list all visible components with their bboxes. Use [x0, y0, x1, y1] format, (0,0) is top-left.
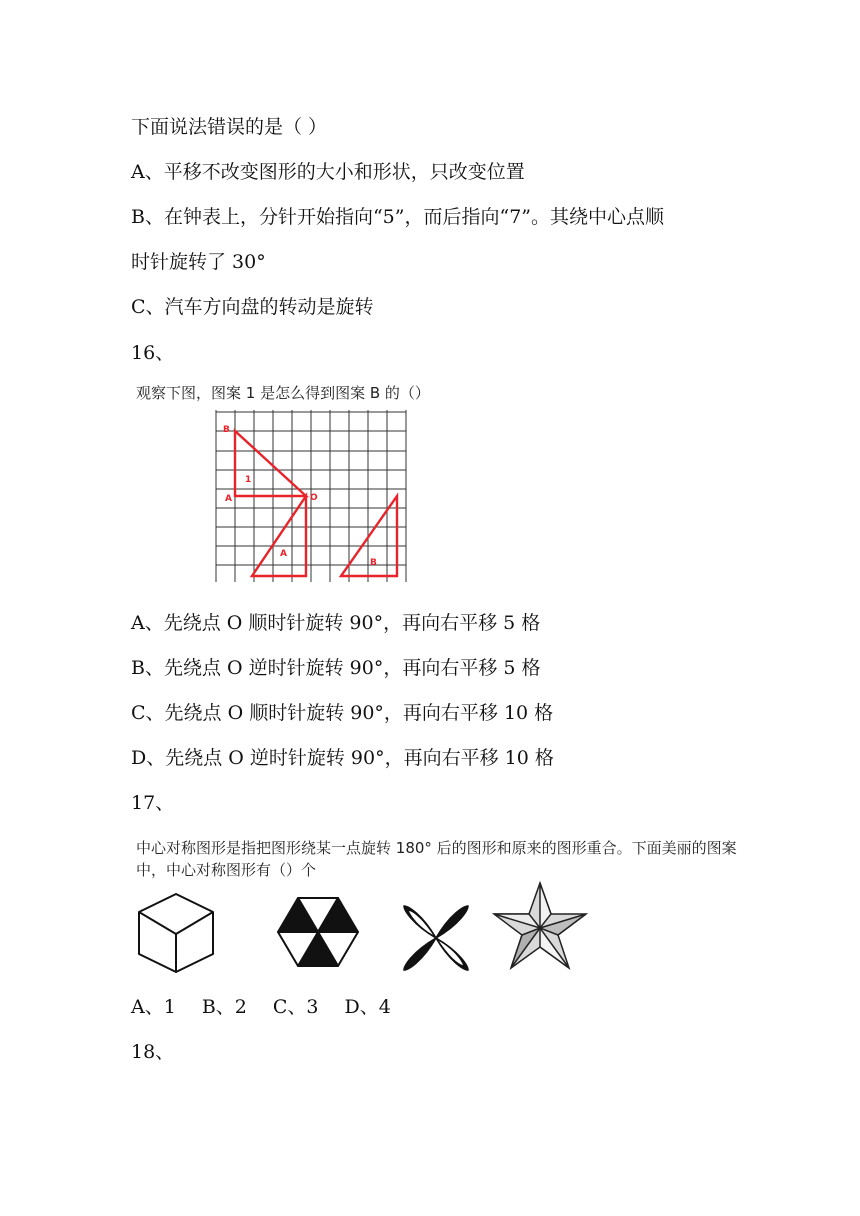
q15-option-c: C、汽车方向盘的转动是旋转 — [131, 296, 374, 318]
cube-figure — [135, 890, 225, 980]
q17-options — [131, 995, 417, 1019]
petal-figure — [400, 902, 472, 974]
label-b: B — [370, 558, 377, 568]
q15-option-a: A、平移不改变图形的大小和形状，只改变位置 — [131, 161, 525, 183]
q16-option-b: B、先绕点 O 逆时针旋转 90°，再向右平移 5 格 — [131, 657, 541, 679]
q16-number: 16、 — [131, 342, 175, 364]
q17-option-a: A、1 — [131, 996, 176, 1018]
q16-option-d: D、先绕点 O 逆时针旋转 90°，再向右平移 10 格 — [131, 747, 554, 769]
star-figure — [490, 880, 590, 972]
q16-option-a: A、先绕点 O 顺时针旋转 90°，再向右平移 5 格 — [131, 612, 541, 634]
q15-stem: 下面说法错误的是（ ） — [131, 116, 328, 138]
label-o: O — [310, 493, 318, 503]
q16-option-c: C、先绕点 O 顺时针旋转 90°，再向右平移 10 格 — [131, 702, 554, 724]
label-b-top: B — [223, 425, 230, 435]
q17-option-d: D、4 — [344, 996, 391, 1018]
q15-option-b-cont: 时针旋转了 30° — [131, 251, 266, 273]
q17-option-c: C、3 — [272, 996, 319, 1018]
q17-caption-line1: 中心对称图形是指把图形绕某一点旋转 180° 后的图形和原来的图形重合。下面美丽的图案 — [136, 839, 737, 857]
label-a-left: A — [225, 494, 232, 504]
q17-option-b: B、2 — [201, 996, 247, 1018]
triangle-1 — [235, 431, 306, 496]
label-1: 1 — [245, 475, 252, 485]
q17-number: 17、 — [131, 792, 175, 814]
q17-caption-line2: 中，中心对称图形有（）个 — [136, 861, 317, 879]
q16-caption: 观察下图，图案 1 是怎么得到图案 B 的（） — [136, 384, 430, 402]
q15-option-b: B、在钟表上，分针开始指向“5”，而后指向“7”。其绕中心点顺 — [131, 206, 664, 228]
q18-number: 18、 — [131, 1041, 175, 1063]
hexagon-figure — [276, 888, 366, 978]
q16-grid-figure — [210, 410, 410, 585]
label-a: A — [280, 549, 287, 559]
